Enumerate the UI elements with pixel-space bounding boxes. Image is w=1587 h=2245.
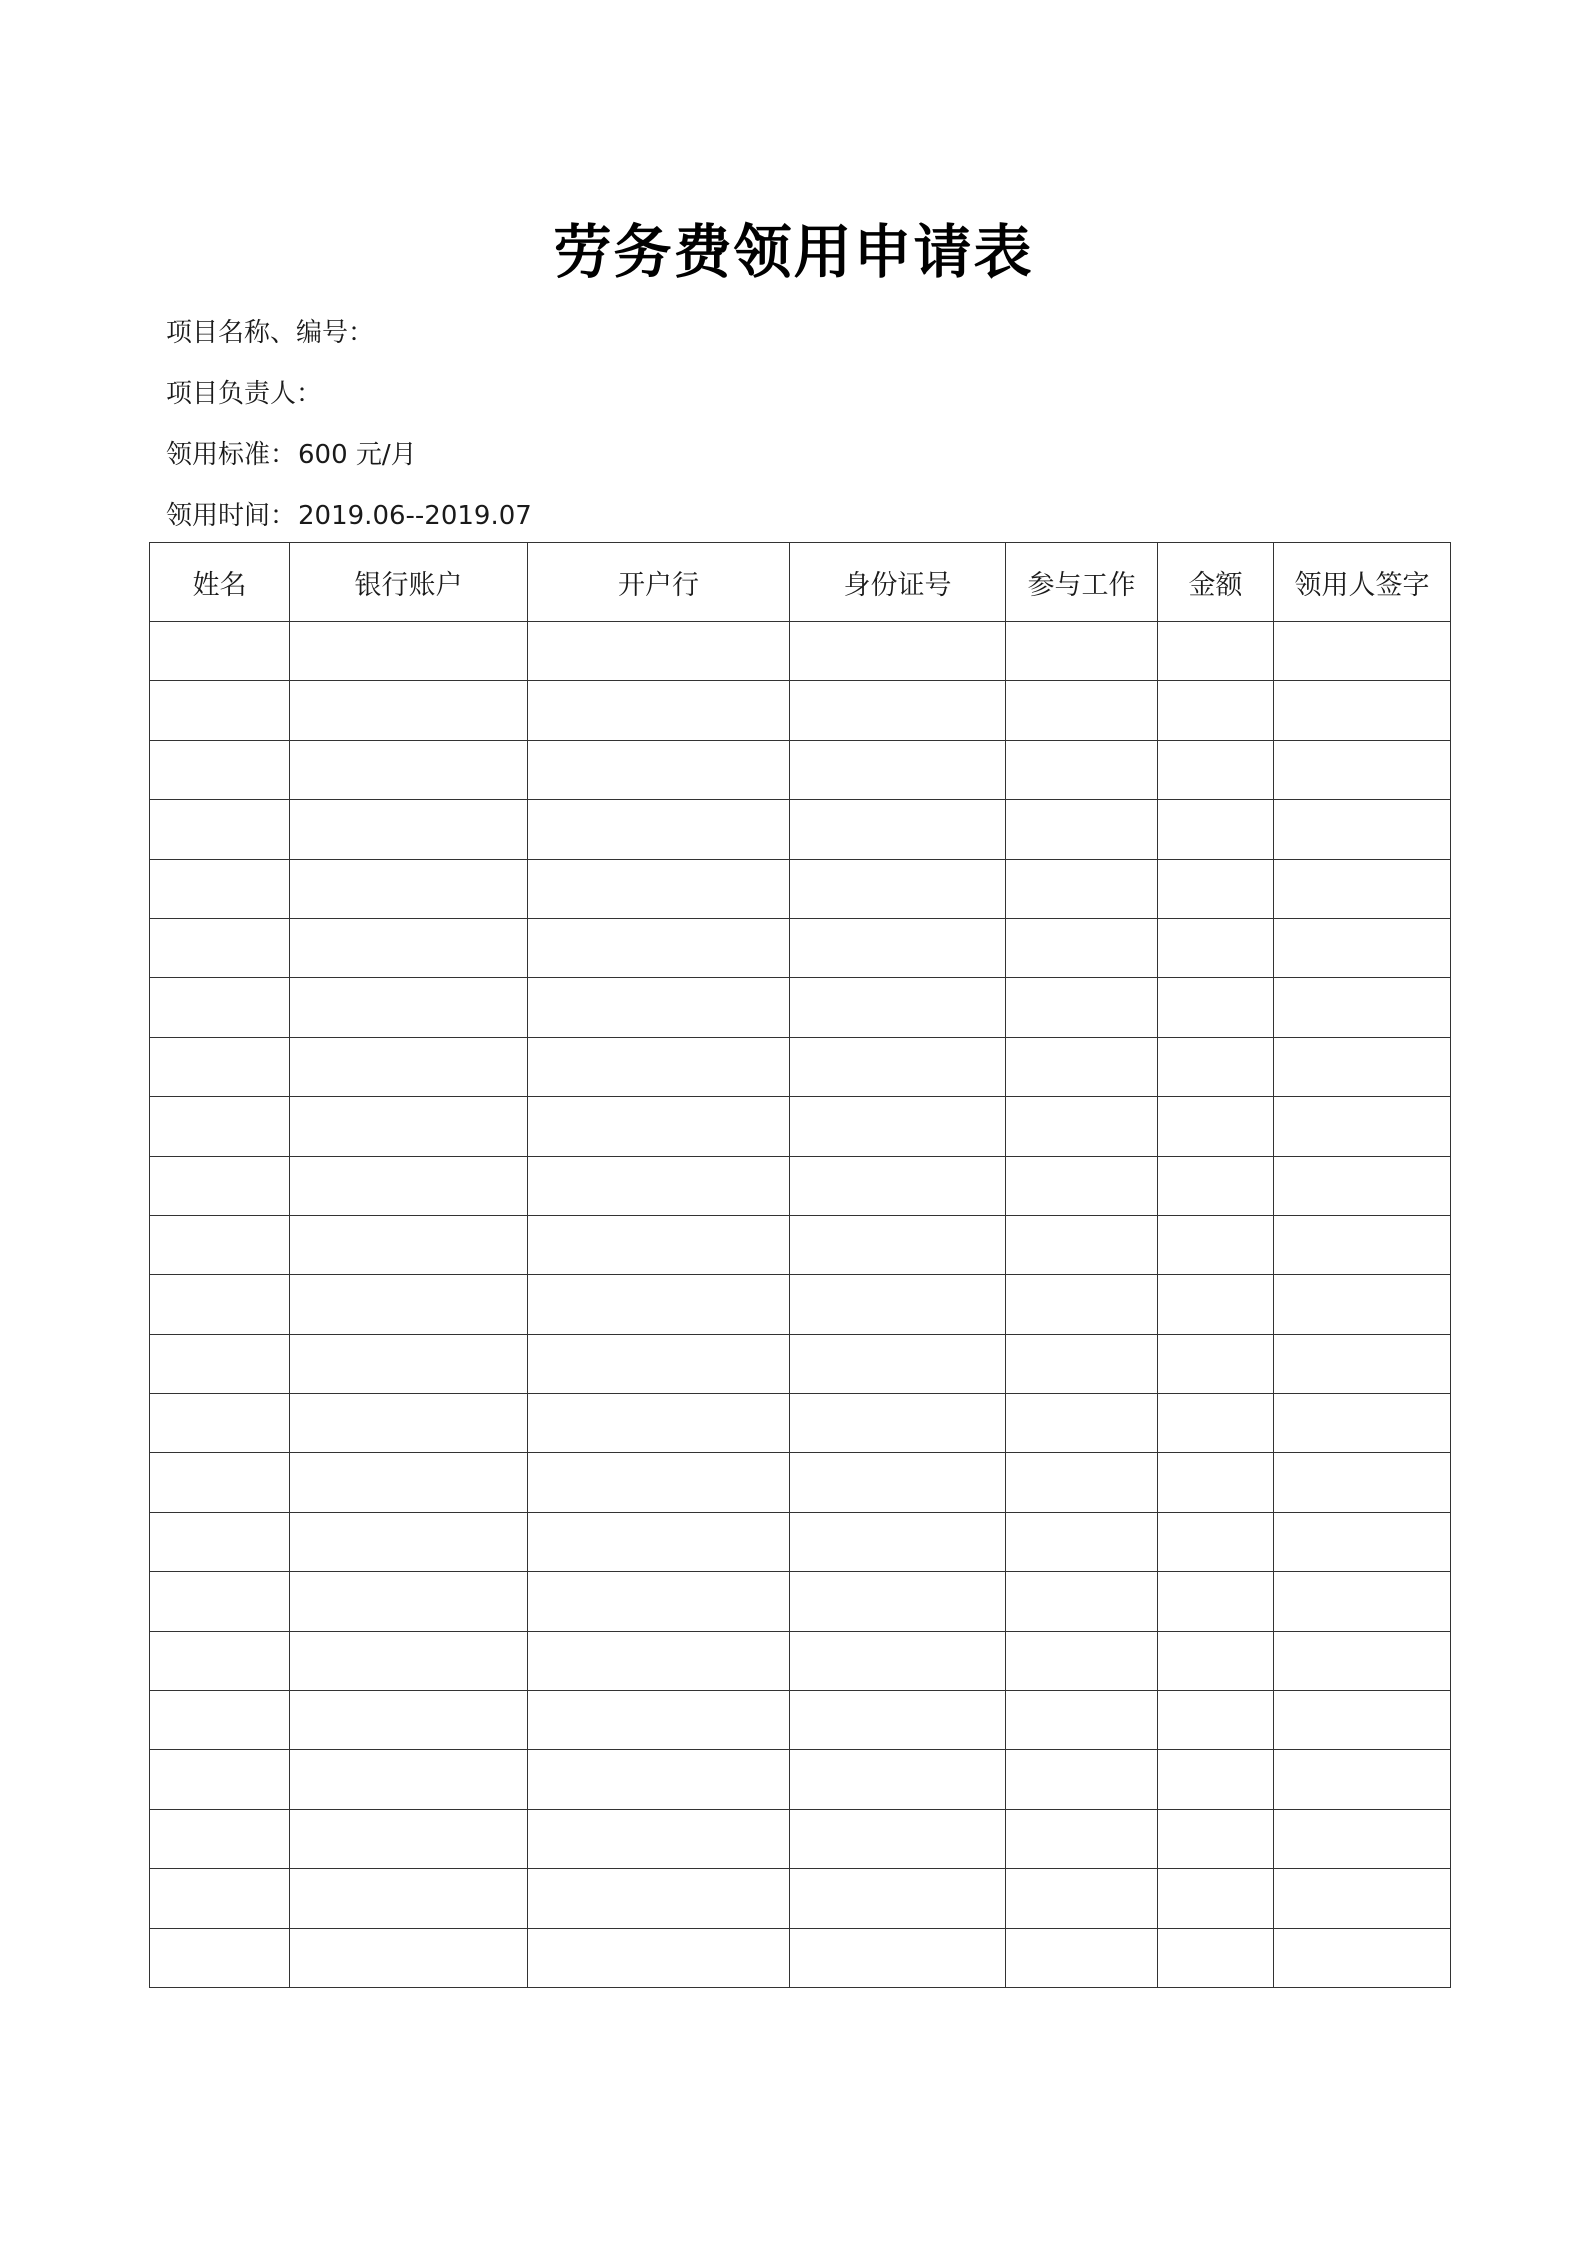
table-row: [150, 1809, 1451, 1868]
table-row: [150, 1275, 1451, 1334]
table-cell[interactable]: [1158, 1037, 1274, 1096]
table-cell[interactable]: [1274, 1809, 1451, 1868]
table-cell[interactable]: [1158, 740, 1274, 799]
table-cell[interactable]: [1158, 1691, 1274, 1750]
table-cell[interactable]: [1158, 681, 1274, 740]
table-cell[interactable]: [790, 1512, 1006, 1571]
table-cell[interactable]: [290, 918, 528, 977]
table-cell[interactable]: [528, 1869, 790, 1928]
table-cell[interactable]: [528, 1156, 790, 1215]
table-cell[interactable]: [528, 1928, 790, 1987]
header-name: 姓名: [150, 543, 290, 622]
table-cell[interactable]: [1006, 1512, 1158, 1571]
table-cell[interactable]: [1158, 1215, 1274, 1274]
table-cell[interactable]: [528, 1394, 790, 1453]
table-cell[interactable]: [528, 978, 790, 1037]
table-cell[interactable]: [290, 1809, 528, 1868]
table-cell[interactable]: [1158, 800, 1274, 859]
table-cell[interactable]: [1006, 1928, 1158, 1987]
table-cell[interactable]: [290, 1334, 528, 1393]
table-row: [150, 1631, 1451, 1690]
table-cell[interactable]: [528, 1691, 790, 1750]
table-cell[interactable]: [290, 1275, 528, 1334]
project-name-field: [166, 312, 376, 349]
payment-period-label: 领用时间：: [166, 501, 297, 531]
table-cell[interactable]: [1006, 1750, 1158, 1809]
table-cell[interactable]: [290, 1572, 528, 1631]
table-cell[interactable]: [528, 859, 790, 918]
table-row: [150, 1572, 1451, 1631]
table-cell[interactable]: [1274, 740, 1451, 799]
table-cell[interactable]: [1158, 1156, 1274, 1215]
table-cell[interactable]: [290, 1097, 528, 1156]
table-cell[interactable]: [150, 1809, 290, 1868]
table-cell[interactable]: [790, 1394, 1006, 1453]
table-cell[interactable]: [150, 1334, 290, 1393]
table-cell[interactable]: [1006, 1453, 1158, 1512]
table-cell[interactable]: [150, 1572, 290, 1631]
table-cell[interactable]: [150, 622, 290, 681]
table-cell[interactable]: [790, 740, 1006, 799]
table-cell[interactable]: [790, 1809, 1006, 1868]
table-cell[interactable]: [790, 800, 1006, 859]
table-cell[interactable]: [790, 1275, 1006, 1334]
table-row: [150, 859, 1451, 918]
table-cell[interactable]: [528, 740, 790, 799]
table-cell[interactable]: [528, 800, 790, 859]
table-cell[interactable]: [1274, 1037, 1451, 1096]
table-cell[interactable]: [150, 1453, 290, 1512]
table-cell[interactable]: [528, 1097, 790, 1156]
header-amount: 金额: [1158, 543, 1274, 622]
table-cell[interactable]: [150, 1512, 290, 1571]
table-cell[interactable]: [1274, 1215, 1451, 1274]
table-cell[interactable]: [528, 1572, 790, 1631]
table-cell[interactable]: [150, 1037, 290, 1096]
table-cell[interactable]: [790, 1928, 1006, 1987]
table-cell[interactable]: [150, 800, 290, 859]
document-title: 劳务费领用申请表: [553, 218, 1034, 286]
table-cell[interactable]: [1158, 1809, 1274, 1868]
table-cell[interactable]: [528, 1631, 790, 1690]
table-cell[interactable]: [1274, 1631, 1451, 1690]
table-cell[interactable]: [1006, 1334, 1158, 1393]
table-cell[interactable]: [528, 1750, 790, 1809]
table-cell[interactable]: [1274, 681, 1451, 740]
table-cell[interactable]: [290, 1512, 528, 1571]
table-cell[interactable]: [1006, 918, 1158, 977]
table-cell[interactable]: [290, 1928, 528, 1987]
payment-standard-field: [166, 434, 417, 471]
table-cell[interactable]: [528, 1453, 790, 1512]
table-cell[interactable]: [150, 978, 290, 1037]
table-cell[interactable]: [1158, 1631, 1274, 1690]
table-cell[interactable]: [1006, 978, 1158, 1037]
table-cell[interactable]: [290, 859, 528, 918]
table-cell[interactable]: [1274, 918, 1451, 977]
table-cell[interactable]: [790, 681, 1006, 740]
table-cell[interactable]: [528, 1334, 790, 1393]
table-cell[interactable]: [1274, 1691, 1451, 1750]
table-cell[interactable]: [528, 622, 790, 681]
table-row: [150, 1156, 1451, 1215]
table-cell[interactable]: [1158, 1869, 1274, 1928]
table-cell[interactable]: [790, 1037, 1006, 1096]
table-row: [150, 1869, 1451, 1928]
table-row: [150, 1453, 1451, 1512]
table-row: [150, 1394, 1451, 1453]
table-cell[interactable]: [1274, 1156, 1451, 1215]
table-cell[interactable]: [1158, 1928, 1274, 1987]
table-cell[interactable]: [1006, 859, 1158, 918]
table-row: [150, 1750, 1451, 1809]
table-cell[interactable]: [1274, 859, 1451, 918]
table-body: [150, 622, 1451, 1988]
table-cell[interactable]: [1158, 1097, 1274, 1156]
table-row: [150, 1928, 1451, 1987]
table-cell[interactable]: [790, 622, 1006, 681]
table-cell[interactable]: [1006, 622, 1158, 681]
header-recipient-signature: 领用人签字: [1274, 543, 1451, 622]
table-cell[interactable]: [290, 1869, 528, 1928]
table-cell[interactable]: [1006, 1631, 1158, 1690]
table-cell[interactable]: [150, 1394, 290, 1453]
table-cell[interactable]: [1006, 740, 1158, 799]
table-cell[interactable]: [290, 1156, 528, 1215]
table-cell[interactable]: [150, 918, 290, 977]
table-cell[interactable]: [1158, 859, 1274, 918]
table-cell[interactable]: [790, 1572, 1006, 1631]
table-cell[interactable]: [290, 1750, 528, 1809]
header-bank-account: 银行账户: [290, 543, 528, 622]
table-cell[interactable]: [1006, 1097, 1158, 1156]
table-cell[interactable]: [528, 918, 790, 977]
table-cell[interactable]: [290, 622, 528, 681]
table-cell[interactable]: [790, 1631, 1006, 1690]
table-cell[interactable]: [1006, 1156, 1158, 1215]
table-row: [150, 1037, 1451, 1096]
table-cell[interactable]: [1274, 1097, 1451, 1156]
table-cell[interactable]: [528, 1037, 790, 1096]
table-cell[interactable]: [1158, 1572, 1274, 1631]
table-row: [150, 918, 1451, 977]
table-row: [150, 978, 1451, 1037]
table-cell[interactable]: [790, 1691, 1006, 1750]
table-cell[interactable]: [290, 1394, 528, 1453]
table-cell[interactable]: [1274, 1869, 1451, 1928]
table-cell[interactable]: [1274, 978, 1451, 1037]
table-cell[interactable]: [1158, 1750, 1274, 1809]
table-cell[interactable]: [1274, 1512, 1451, 1571]
table-cell[interactable]: [790, 1453, 1006, 1512]
table-cell[interactable]: [290, 978, 528, 1037]
table-cell[interactable]: [1006, 1037, 1158, 1096]
table-cell[interactable]: [790, 1215, 1006, 1274]
table-cell[interactable]: [1006, 1215, 1158, 1274]
table-cell[interactable]: [1006, 1869, 1158, 1928]
header-work-participation: 参与工作: [1006, 543, 1158, 622]
table-cell[interactable]: [1158, 1275, 1274, 1334]
table-cell[interactable]: [528, 1809, 790, 1868]
table-cell[interactable]: [150, 1631, 290, 1690]
table-cell[interactable]: [790, 1156, 1006, 1215]
table-cell[interactable]: [1274, 1334, 1451, 1393]
table-cell[interactable]: [150, 1275, 290, 1334]
payment-period-value: 2019.06--2019.07: [298, 501, 532, 531]
table-cell[interactable]: [528, 681, 790, 740]
table-row: [150, 681, 1451, 740]
table-cell[interactable]: [1006, 1394, 1158, 1453]
table-row: [150, 1097, 1451, 1156]
project-leader-field: [166, 373, 324, 410]
table-row: [150, 800, 1451, 859]
table-cell[interactable]: [790, 1750, 1006, 1809]
table-header-row: [150, 543, 1451, 622]
table-cell[interactable]: [290, 1215, 528, 1274]
table-cell[interactable]: [790, 918, 1006, 977]
header-id-number: 身份证号: [790, 543, 1006, 622]
table-cell[interactable]: [1274, 1750, 1451, 1809]
table-row: [150, 622, 1451, 681]
table-cell[interactable]: [150, 1691, 290, 1750]
table-cell[interactable]: [150, 1097, 290, 1156]
table-cell[interactable]: [150, 1156, 290, 1215]
table-cell[interactable]: [150, 681, 290, 740]
table-cell[interactable]: [1006, 681, 1158, 740]
table-cell[interactable]: [1274, 622, 1451, 681]
table-cell[interactable]: [150, 1869, 290, 1928]
table-cell[interactable]: [790, 859, 1006, 918]
table-cell[interactable]: [1006, 1691, 1158, 1750]
table-row: [150, 1691, 1451, 1750]
payment-standard-value: 600 元/月: [298, 440, 417, 470]
table-cell[interactable]: [790, 1869, 1006, 1928]
table-cell[interactable]: [1274, 1394, 1451, 1453]
table-cell[interactable]: [1006, 1572, 1158, 1631]
table-cell[interactable]: [1006, 1809, 1158, 1868]
table-cell[interactable]: [150, 740, 290, 799]
table-cell[interactable]: [1158, 918, 1274, 977]
table-cell[interactable]: [790, 1334, 1006, 1393]
table-cell[interactable]: [1274, 1572, 1451, 1631]
payment-standard-label: 领用标准：: [166, 440, 297, 470]
table-cell[interactable]: [528, 1512, 790, 1571]
table-row: [150, 1512, 1451, 1571]
project-leader-label: 项目负责人：: [166, 379, 323, 409]
table-cell[interactable]: [1274, 800, 1451, 859]
table-cell[interactable]: [290, 681, 528, 740]
table-cell[interactable]: [790, 1097, 1006, 1156]
table-row: [150, 1215, 1451, 1274]
table-row: [150, 1334, 1451, 1393]
table-cell[interactable]: [290, 1691, 528, 1750]
table-cell[interactable]: [290, 1453, 528, 1512]
table-cell[interactable]: [150, 859, 290, 918]
table-cell[interactable]: [1006, 800, 1158, 859]
table-cell[interactable]: [528, 1275, 790, 1334]
table-cell[interactable]: [1006, 1275, 1158, 1334]
table-cell[interactable]: [290, 800, 528, 859]
table-cell[interactable]: [1274, 1275, 1451, 1334]
table-cell[interactable]: [1158, 622, 1274, 681]
table-cell[interactable]: [1158, 1512, 1274, 1571]
table-cell[interactable]: [790, 978, 1006, 1037]
table-row: [150, 740, 1451, 799]
table-cell[interactable]: [150, 1750, 290, 1809]
table-cell[interactable]: [1158, 978, 1274, 1037]
table-cell[interactable]: [150, 1215, 290, 1274]
table-cell[interactable]: [528, 1215, 790, 1274]
table-cell[interactable]: [150, 1928, 290, 1987]
header-bank-branch: 开户行: [528, 543, 790, 622]
payment-period-field: [166, 495, 532, 532]
table-cell[interactable]: [1158, 1334, 1274, 1393]
table-cell[interactable]: [1274, 1928, 1451, 1987]
table-cell[interactable]: [290, 1631, 528, 1690]
table-cell[interactable]: [1158, 1394, 1274, 1453]
table-cell[interactable]: [290, 740, 528, 799]
payment-form-table: [149, 542, 1451, 1988]
table-cell[interactable]: [290, 1037, 528, 1096]
table-cell[interactable]: [1274, 1453, 1451, 1512]
table-cell[interactable]: [1158, 1453, 1274, 1512]
project-name-label: 项目名称、编号：: [166, 318, 375, 348]
